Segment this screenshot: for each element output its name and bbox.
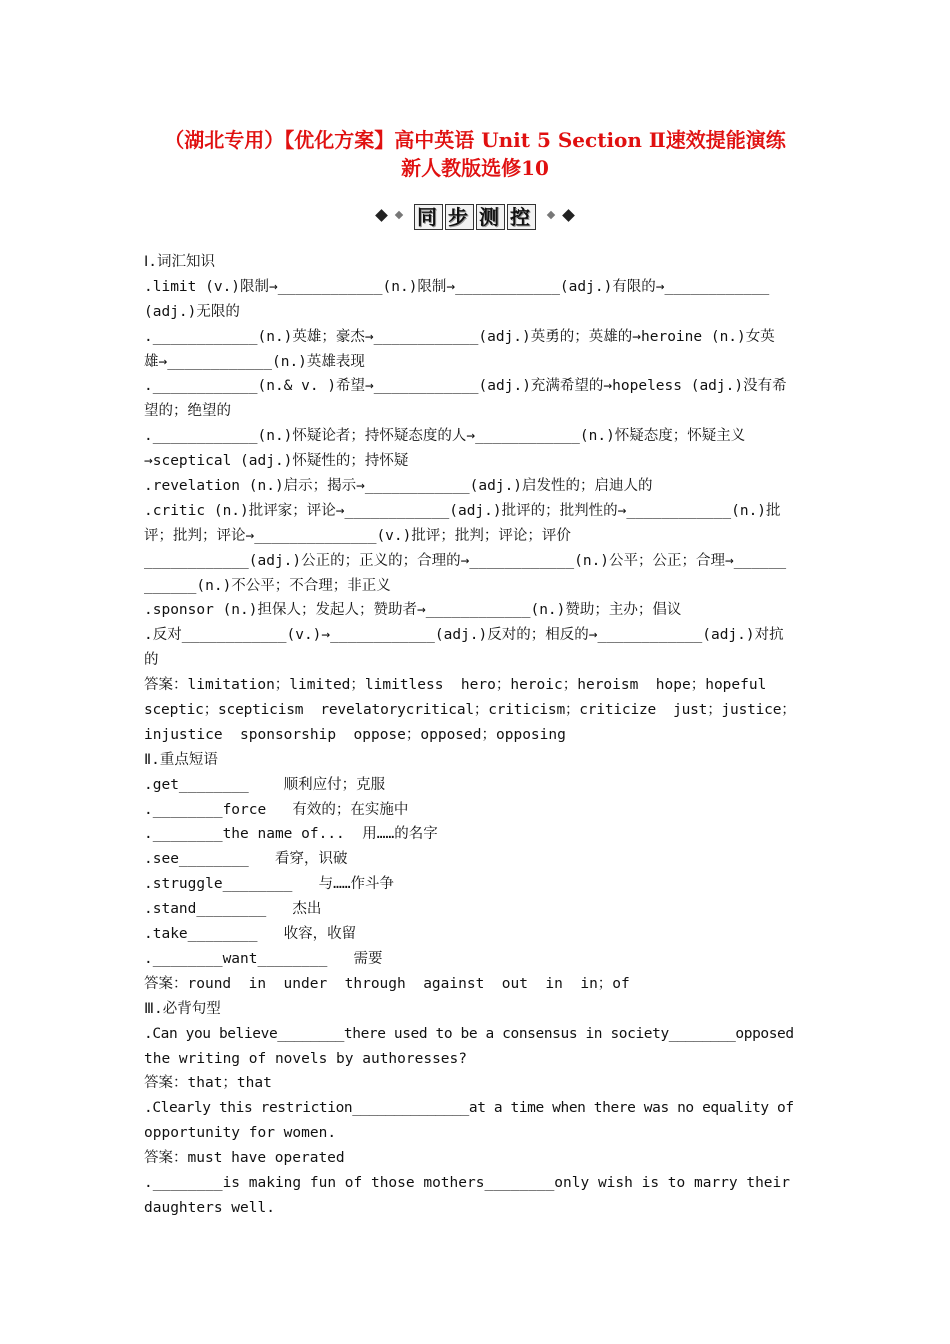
text-line: .critic (n.)批评家；评论→____________(adj.)批评的；批判性的→____________(n.)批 <box>144 502 781 519</box>
document-title-line2: 新人教版选修10 <box>401 156 549 180</box>
text-line: .____________(n.)英雄；豪杰→____________(adj.)英勇的；英雄的→heroine (n.)女英 <box>144 328 775 345</box>
text-line: 望的；绝望的 <box>144 403 231 420</box>
text-line: .revelation (n.)启示；揭示→____________(adj.)启发性的；启迪人的 <box>144 478 653 495</box>
text-line: .Can you believe________there used to be a consensus in society________opposed <box>144 1025 794 1042</box>
text-line: .________is making fun of those mothers________only wish is to marry their <box>144 1174 791 1191</box>
text-line: .____________(n.)怀疑论者；持怀疑态度的人→____________(n.)怀疑态度；怀疑主义 <box>144 428 746 445</box>
text-line: opportunity for women. <box>144 1125 337 1142</box>
section-banner <box>0 202 950 228</box>
text-line: .see________ 看穿，识破 <box>144 851 348 868</box>
banner-text <box>409 201 541 230</box>
text-line: .take________ 收容，收留 <box>144 926 357 943</box>
section-heading: Ⅰ.词汇知识 <box>144 254 216 270</box>
banner-char: 同 <box>414 204 443 230</box>
answer-line: injustice sponsorship oppose；opposed；opposing <box>144 726 566 743</box>
diamond-icon <box>375 209 388 222</box>
section-heading: Ⅲ.必背句型 <box>144 1000 221 1017</box>
text-line: .stand________ 杰出 <box>144 901 322 918</box>
text-line: .____________(n.& v. )希望→____________(adj.)充满希望的→hopeless (adj.)没有希 <box>144 378 787 395</box>
text-line: 雄→____________(n.)英雄表现 <box>144 353 365 370</box>
exercise-content <box>144 250 806 1221</box>
diamond-icon <box>547 211 555 219</box>
text-line: .Clearly this restriction______________at a time when there was no equality of <box>144 1100 794 1117</box>
text-line: .limit (v.)限制→____________(n.)限制→____________(adj.)有限的→____________ <box>144 278 770 295</box>
banner-char: 步 <box>445 204 474 230</box>
section-heading: Ⅱ.重点短语 <box>144 751 218 768</box>
text-line: .________the name of... 用……的名字 <box>144 826 438 843</box>
diamond-icon <box>395 211 403 219</box>
answer-line: 答案：must have operated <box>144 1150 345 1167</box>
text-line: (adj.)无限的 <box>144 303 240 320</box>
document-title-line1: （湖北专用）【优化方案】高中英语 Unit 5 Section Ⅱ速效提能演练 <box>164 128 786 152</box>
banner-char: 控 <box>507 204 536 230</box>
text-line: 评；批判；评论→______________(v.)批评；批判；评论；评价 <box>144 527 571 544</box>
answer-line: 答案：that；that <box>144 1075 272 1092</box>
text-line: .________want________ 需要 <box>144 950 383 967</box>
banner-char: 测 <box>476 204 505 230</box>
text-line: ____________(adj.)公正的；正义的；合理的→____________(n.)公平；公正；合理→______ <box>144 552 787 569</box>
text-line: .sponsor (n.)担保人；发起人；赞助者→____________(n.)赞助；主办；倡议 <box>144 602 682 619</box>
text-line: the writing of novels by authoresses? <box>144 1050 468 1067</box>
text-line: .________force 有效的；在实施中 <box>144 801 409 818</box>
text-line: →sceptical (adj.)怀疑性的；持怀疑 <box>144 453 409 470</box>
text-line: daughters well. <box>144 1199 275 1216</box>
text-line: .反对____________(v.)→____________(adj.)反对的；相反的→____________(adj.)对抗 <box>144 627 784 644</box>
text-line: ______(n.)不公平；不合理；非正义 <box>144 577 391 594</box>
answer-line: 答案：round in under through against out in in；of <box>144 975 630 992</box>
text-line: .get________ 顺利应付；克服 <box>144 776 386 793</box>
text-line: .struggle________ 与……作斗争 <box>144 876 395 893</box>
diamond-icon <box>562 209 575 222</box>
answer-line: sceptic；scepticism revelatorycritical；criticism；criticize just；justice； <box>144 702 796 719</box>
text-line: 的 <box>144 652 159 669</box>
answer-line: 答案：limitation；limited；limitless hero；heroic；heroism hope；hopeful <box>144 677 767 694</box>
